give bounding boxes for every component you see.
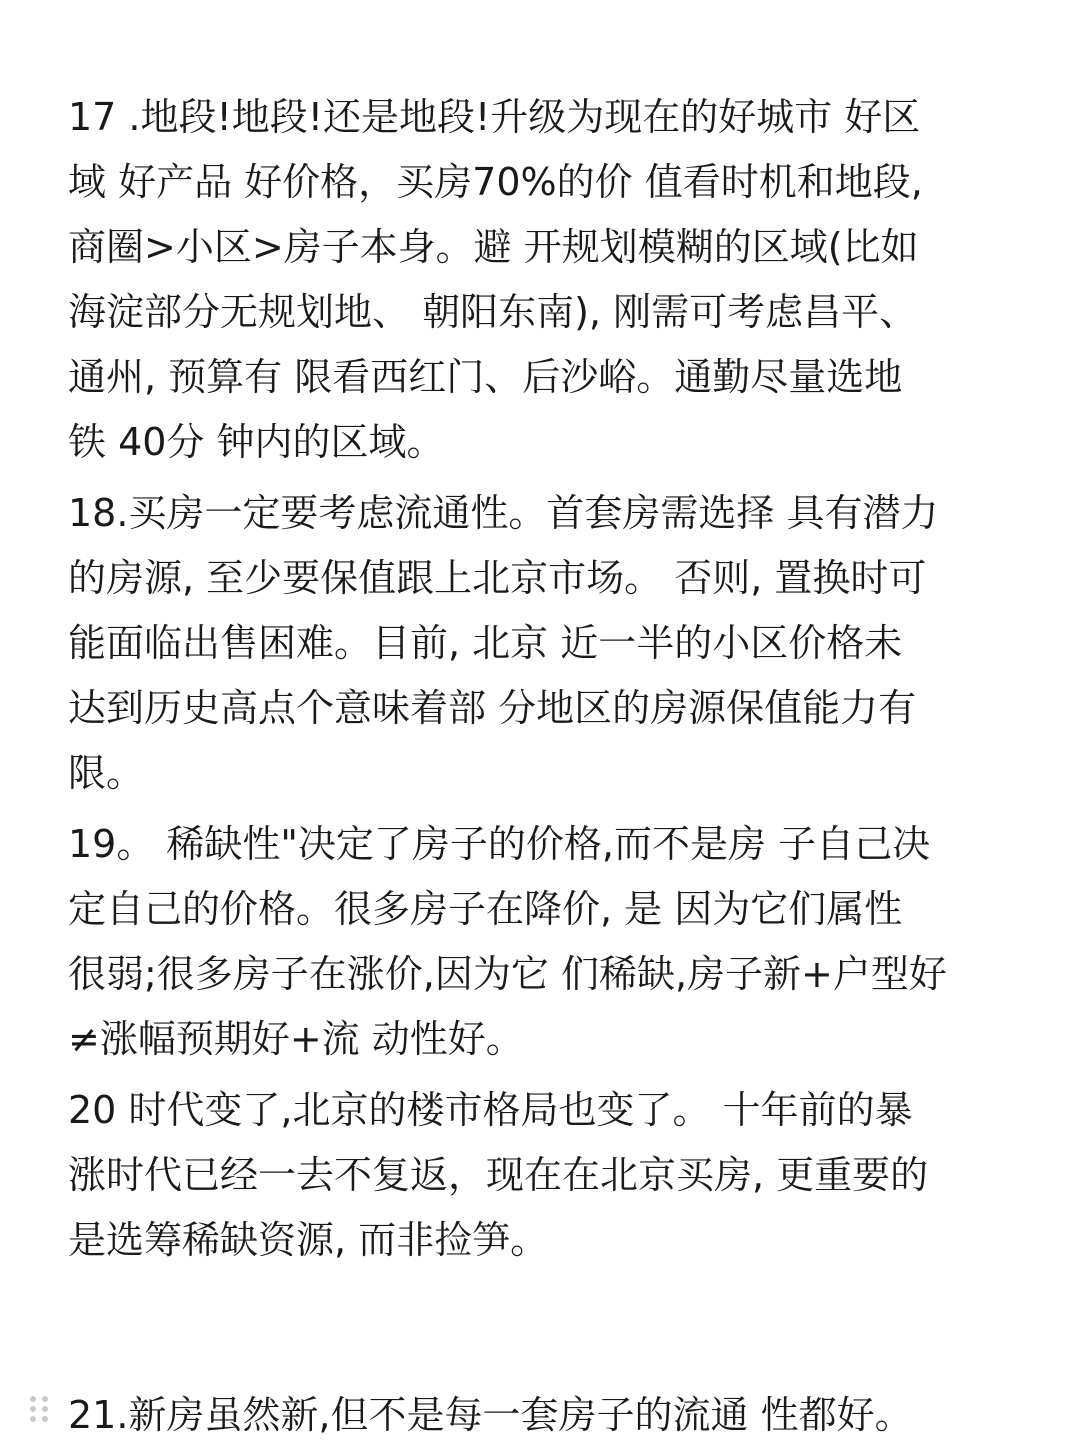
text-line: 限。: [68, 751, 145, 795]
text-line: 17 .地段!地段!还是地段!升级为现在的好城市 好区: [68, 95, 921, 139]
text-line: 海淀部分无规划地、 朝阳东南), 刚需可考虑昌平、: [68, 290, 918, 334]
paragraph-18: [68, 481, 1028, 806]
text-line: 20 时代变了,北京的楼市格局也变了。 十年前的暴: [68, 1088, 913, 1132]
text-line: 达到历史高点个意味着部 分地区的房源保值能力有: [68, 686, 917, 730]
text-line: 定自己的价格。很多房子在降价, 是 因为它们属性: [68, 887, 903, 931]
paragraph-20: [68, 1078, 1028, 1273]
text-line: 域 好产品 好价格，买房70%的价 值看时机和地段,: [68, 160, 923, 204]
paragraph-19: [68, 812, 1028, 1072]
text-line: 18.买房一定要考虑流通性。首套房需选择 具有潜力: [68, 491, 939, 535]
text-line: 19。 稀缺性"决定了房子的价格,而不是房 子自己决: [68, 822, 931, 866]
text-line: 铁 40分 钟内的区域。: [68, 420, 445, 464]
text-line: 很弱;很多房子在涨价,因为它 们稀缺,房子新+户型好: [68, 952, 947, 996]
article-body: [68, 85, 1028, 1448]
drag-handle-icon[interactable]: [30, 1396, 52, 1422]
text-line: 的房源, 至少要保值跟上北京市场。 否则, 置换时可: [68, 556, 927, 600]
text-line: ≠涨幅预期好+流 动性好。: [68, 1017, 524, 1061]
text-line: 商圈>小区>房子本身。避 开规划模糊的区域(比如: [68, 225, 919, 269]
text-line: 通州, 预算有 限看西红门、后沙峪。通勤尽量选地: [68, 355, 903, 399]
paragraph-21: [68, 1383, 1028, 1448]
paragraph-17: [68, 85, 1028, 475]
text-line: 涨时代已经一去不复返，现在在北京买房, 更重要的: [68, 1153, 929, 1197]
text-line: 能面临出售困难。目前, 北京 近一半的小区价格未: [68, 621, 903, 665]
text-line: 21.新房虽然新,但不是每一套房子的流通 性都好。: [68, 1393, 913, 1437]
text-line: 是选筹稀缺资源, 而非捡笋。: [68, 1218, 549, 1262]
